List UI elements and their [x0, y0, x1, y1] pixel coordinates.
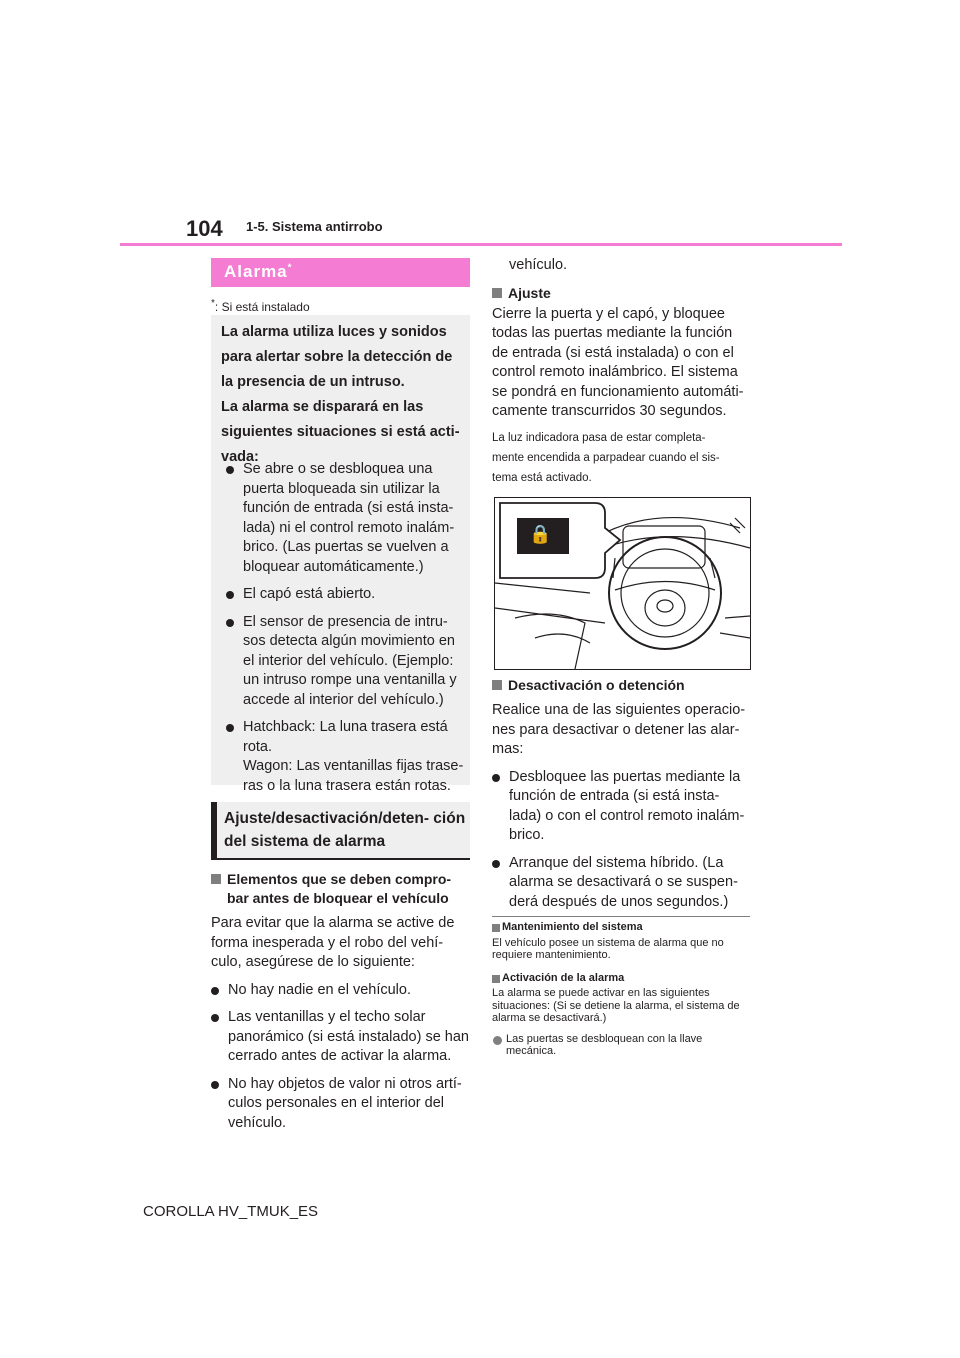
list-item	[226, 585, 466, 605]
footnote	[211, 298, 310, 314]
list-item-text: Desbloquee las puertas mediante la función de entrada (si está insta- lada) o con el control remoto inalám- brico.	[509, 768, 745, 843]
right-column-body	[492, 256, 751, 488]
setting-note	[492, 428, 751, 488]
list-item	[211, 1008, 470, 1067]
activation-heading-text: Activación de la alarma	[502, 971, 625, 984]
notes-rule	[492, 916, 750, 917]
setting-note-line: mente encendida a parpadear cuando el sis-	[492, 451, 720, 464]
intro-line: La alarma se disparará en las	[221, 399, 424, 415]
square-icon	[492, 288, 502, 298]
list-item	[492, 768, 751, 846]
indicator-light	[517, 518, 569, 554]
alarm-heading	[211, 258, 470, 287]
setting-heading	[492, 284, 751, 303]
bullet-icon	[211, 1081, 219, 1089]
bullet-icon	[211, 987, 219, 995]
list-item	[226, 718, 466, 796]
intro-line: la presencia de un intruso.	[221, 374, 405, 390]
list-item-text: Hatchback: La luna trasera está rota.	[243, 719, 448, 755]
maintenance-heading-text: Mantenimiento del sistema	[502, 921, 643, 933]
intro-line: La alarma utiliza luces y sonidos	[221, 324, 447, 340]
alarm-heading-asterisk: *	[287, 262, 293, 274]
bullet-icon	[493, 1036, 502, 1045]
footnote-mark: *	[211, 298, 215, 309]
trigger-list	[226, 460, 466, 804]
bullet-icon	[226, 466, 234, 474]
notes	[492, 921, 750, 1058]
lock-icon: 🔒	[529, 524, 552, 544]
header-rule	[120, 243, 842, 246]
maintenance-heading	[492, 921, 750, 934]
list-item	[211, 1075, 470, 1131]
setting-text: Cierre la puerta y el capó, y bloquee todas las puertas mediante la función de entrada (si está instalada) o con el control remoto inalámbrico. El sistema se pondrá en funcionamiento automáti- camente transcurridos 30 segundos.	[492, 305, 744, 419]
list-item-text: Se abre o se desbloquea una puerta bloqueada sin utilizar la función de entrada (si está insta- lada) ni el control remoto inalám- brico. (Las puertas se vuelven a bloquear automáticamente.)	[243, 461, 455, 575]
section-title: 1-5. Sistema antirrobo	[246, 219, 383, 234]
list-item	[492, 1033, 750, 1058]
list-item-text: Arranque del sistema híbrido. (La alarma se desactivará o se suspen- derá después de unos segundos.)	[509, 854, 738, 910]
left-column-body	[211, 870, 470, 1131]
deactivation-text: Realice una de las siguientes operacio- nes para desactivar o detener las alar- mas:	[492, 702, 746, 757]
bullet-icon	[226, 724, 234, 732]
square-icon	[492, 924, 500, 932]
setting-heading-text: Ajuste	[508, 284, 551, 301]
section2-heading	[211, 802, 470, 860]
footnote-text: : Si está instalado	[214, 300, 310, 314]
items-check-heading-text: Elementos que se deben compro- bar antes de bloquear el vehículo	[227, 871, 452, 906]
intro-line: siguientes situaciones si está acti-	[221, 424, 460, 440]
page-number: 104	[186, 216, 223, 241]
activation-heading	[492, 972, 750, 985]
intro-line: vada:	[221, 449, 259, 465]
list-item-text: Las puertas se desbloquean con la llave mecánica.	[506, 1032, 703, 1057]
footer-text: COROLLA HV_TMUK_ES	[143, 1203, 319, 1220]
alarm-heading-title: Alarma	[224, 262, 288, 281]
bullet-icon	[226, 591, 234, 599]
section2-title: Ajuste/desactivación/deten- ción del sistema de alarma	[224, 810, 466, 850]
continued-text: vehículo.	[509, 257, 568, 273]
activation-text: La alarma se puede activar en las siguientes situaciones: (Si se detiene la alarma, el sistema de alarma se desactivará.)	[492, 987, 740, 1024]
list-item	[226, 460, 466, 577]
setting-note-line: tema está activado.	[492, 471, 592, 484]
list-item-text: No hay objetos de valor ni otros artí- culos personales en el interior del vehículo.	[228, 1075, 462, 1131]
list-item-text: El sensor de presencia de intru- sos detecta algún movimiento en el interior del vehículo. (Ejemplo: un intruso rompe una ventanilla y accede al interior del vehículo.)	[243, 613, 457, 708]
bullet-icon	[492, 774, 500, 782]
intro-box	[211, 315, 470, 794]
list-item-text: El capó está abierto.	[243, 586, 376, 602]
setting-note-line: La luz indicadora pasa de estar completa-	[492, 431, 706, 444]
list-item	[211, 981, 470, 1001]
deactivation-heading-text: Desactivación o detención	[508, 677, 685, 693]
dashboard-illustration	[494, 497, 751, 670]
bullet-icon	[492, 860, 500, 868]
square-icon	[492, 975, 500, 983]
intro-text	[221, 320, 465, 470]
bullet-icon	[226, 619, 234, 627]
maintenance-text: El vehículo posee un sistema de alarma que no requiere mantenimiento.	[492, 936, 724, 961]
list-item	[226, 613, 466, 711]
square-icon	[492, 680, 502, 690]
list-item-text: No hay nadie en el vehículo.	[228, 981, 411, 998]
bullet-icon	[211, 1014, 219, 1022]
square-icon	[211, 874, 221, 884]
intro-line: para alertar sobre la detección de	[221, 349, 453, 365]
list-item-text: Las ventanillas y el techo solar panorámico (si está instalado) se han cerrado antes de activar la alarma.	[228, 1009, 469, 1064]
items-check-text: Para evitar que la alarma se active de forma inesperada y el robo del vehí- culo, asegúrese de lo siguiente:	[211, 915, 455, 970]
list-item	[492, 854, 751, 913]
deactivation-heading	[492, 676, 751, 695]
list-item-text: Wagon: Las ventanillas fijas trase- ras o la luna trasera están rotas.	[243, 758, 464, 794]
heading-bar	[211, 802, 217, 858]
deactivation-section	[492, 676, 751, 912]
items-check-heading	[211, 870, 470, 908]
